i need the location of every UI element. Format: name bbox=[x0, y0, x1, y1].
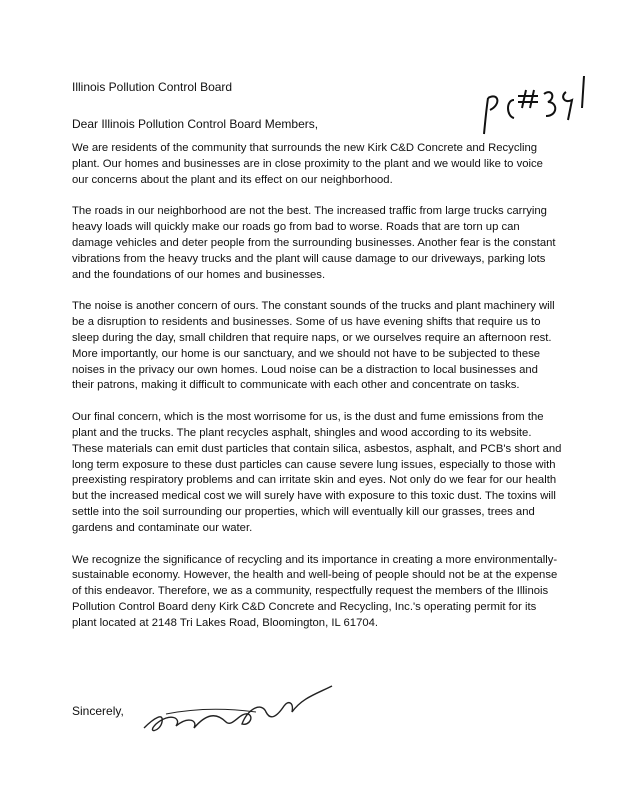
paragraph-request: We recognize the significance of recycling and its importance in creating a more environmentally-sustainable economy. However, the health and well-being of people should not be at the expense of this endeavor. Therefore, we as a community, respectfully request the members of the Illinois Pollution Control Board deny Kirk C&D Concrete and Recycling, Inc.'s operating permit for its plant located at 2148 Tri Lakes Road, Bloomington, IL 61704. bbox=[72, 553, 558, 629]
addressee: Illinois Pollution Control Board bbox=[72, 80, 233, 94]
closing: Sincerely, bbox=[72, 704, 124, 718]
salutation: Dear Illinois Pollution Control Board Members, bbox=[72, 117, 319, 131]
paragraph-residents: We are residents of the community that surrounds the new Kirk C&D Concrete and Recycling plant. Our homes and businesses are in close proximity to the plant and we would like to voice our concerns about the plant and its effect on our neighborhood. bbox=[72, 142, 543, 186]
paragraph-noise: The noise is another concern of ours. The constant sounds of the trucks and plant machinery will be a disruption to residents and businesses. Some of us have evening shifts that require us to sleep during the day, small children that require naps, or we ourselves require an afternoon rest. More importantly, our home is our sanctuary, and we should not have to be subjected to these noises in the privacy our own homes. Loud noise can be a distraction to local businesses and their patrons, making it difficult to communicate with each other and concentrate on tasks. bbox=[72, 300, 555, 392]
paragraph-roads: The roads in our neighborhood are not the best. The increased traffic from large trucks carrying heavy loads will quickly make our roads go from bad to worse. Roads that are torn up can damage vehicles and deter people from the surrounding businesses. Another fear is the constant vibrations from the heavy trucks and the plant will cause damage to our driveways, parking lots and the foundations of our homes and businesses. bbox=[72, 205, 556, 281]
letter-body bbox=[72, 141, 562, 648]
handwritten-note-icon bbox=[480, 64, 600, 136]
signature-icon bbox=[136, 672, 336, 742]
paragraph-dust: Our final concern, which is the most worrisome for us, is the dust and fume emissions from the plant and the trucks. The plant recycles asphalt, shingles and wood according to its website. These materials can emit dust particles that contain silica, asbestos, asphalt, and PCB's short and long term exposure to these dust particles can cause severe lung issues, especially to those with preexisting respiratory problems and can irritate skin and eyes. Not only do we fear for our health but the increased medical cost we will surely have with exposure to this toxic dust. The toxins will settle into the soil surrounding our properties, which will eventually kill our grasses, trees and gardens and contaminate our water. bbox=[72, 411, 562, 534]
